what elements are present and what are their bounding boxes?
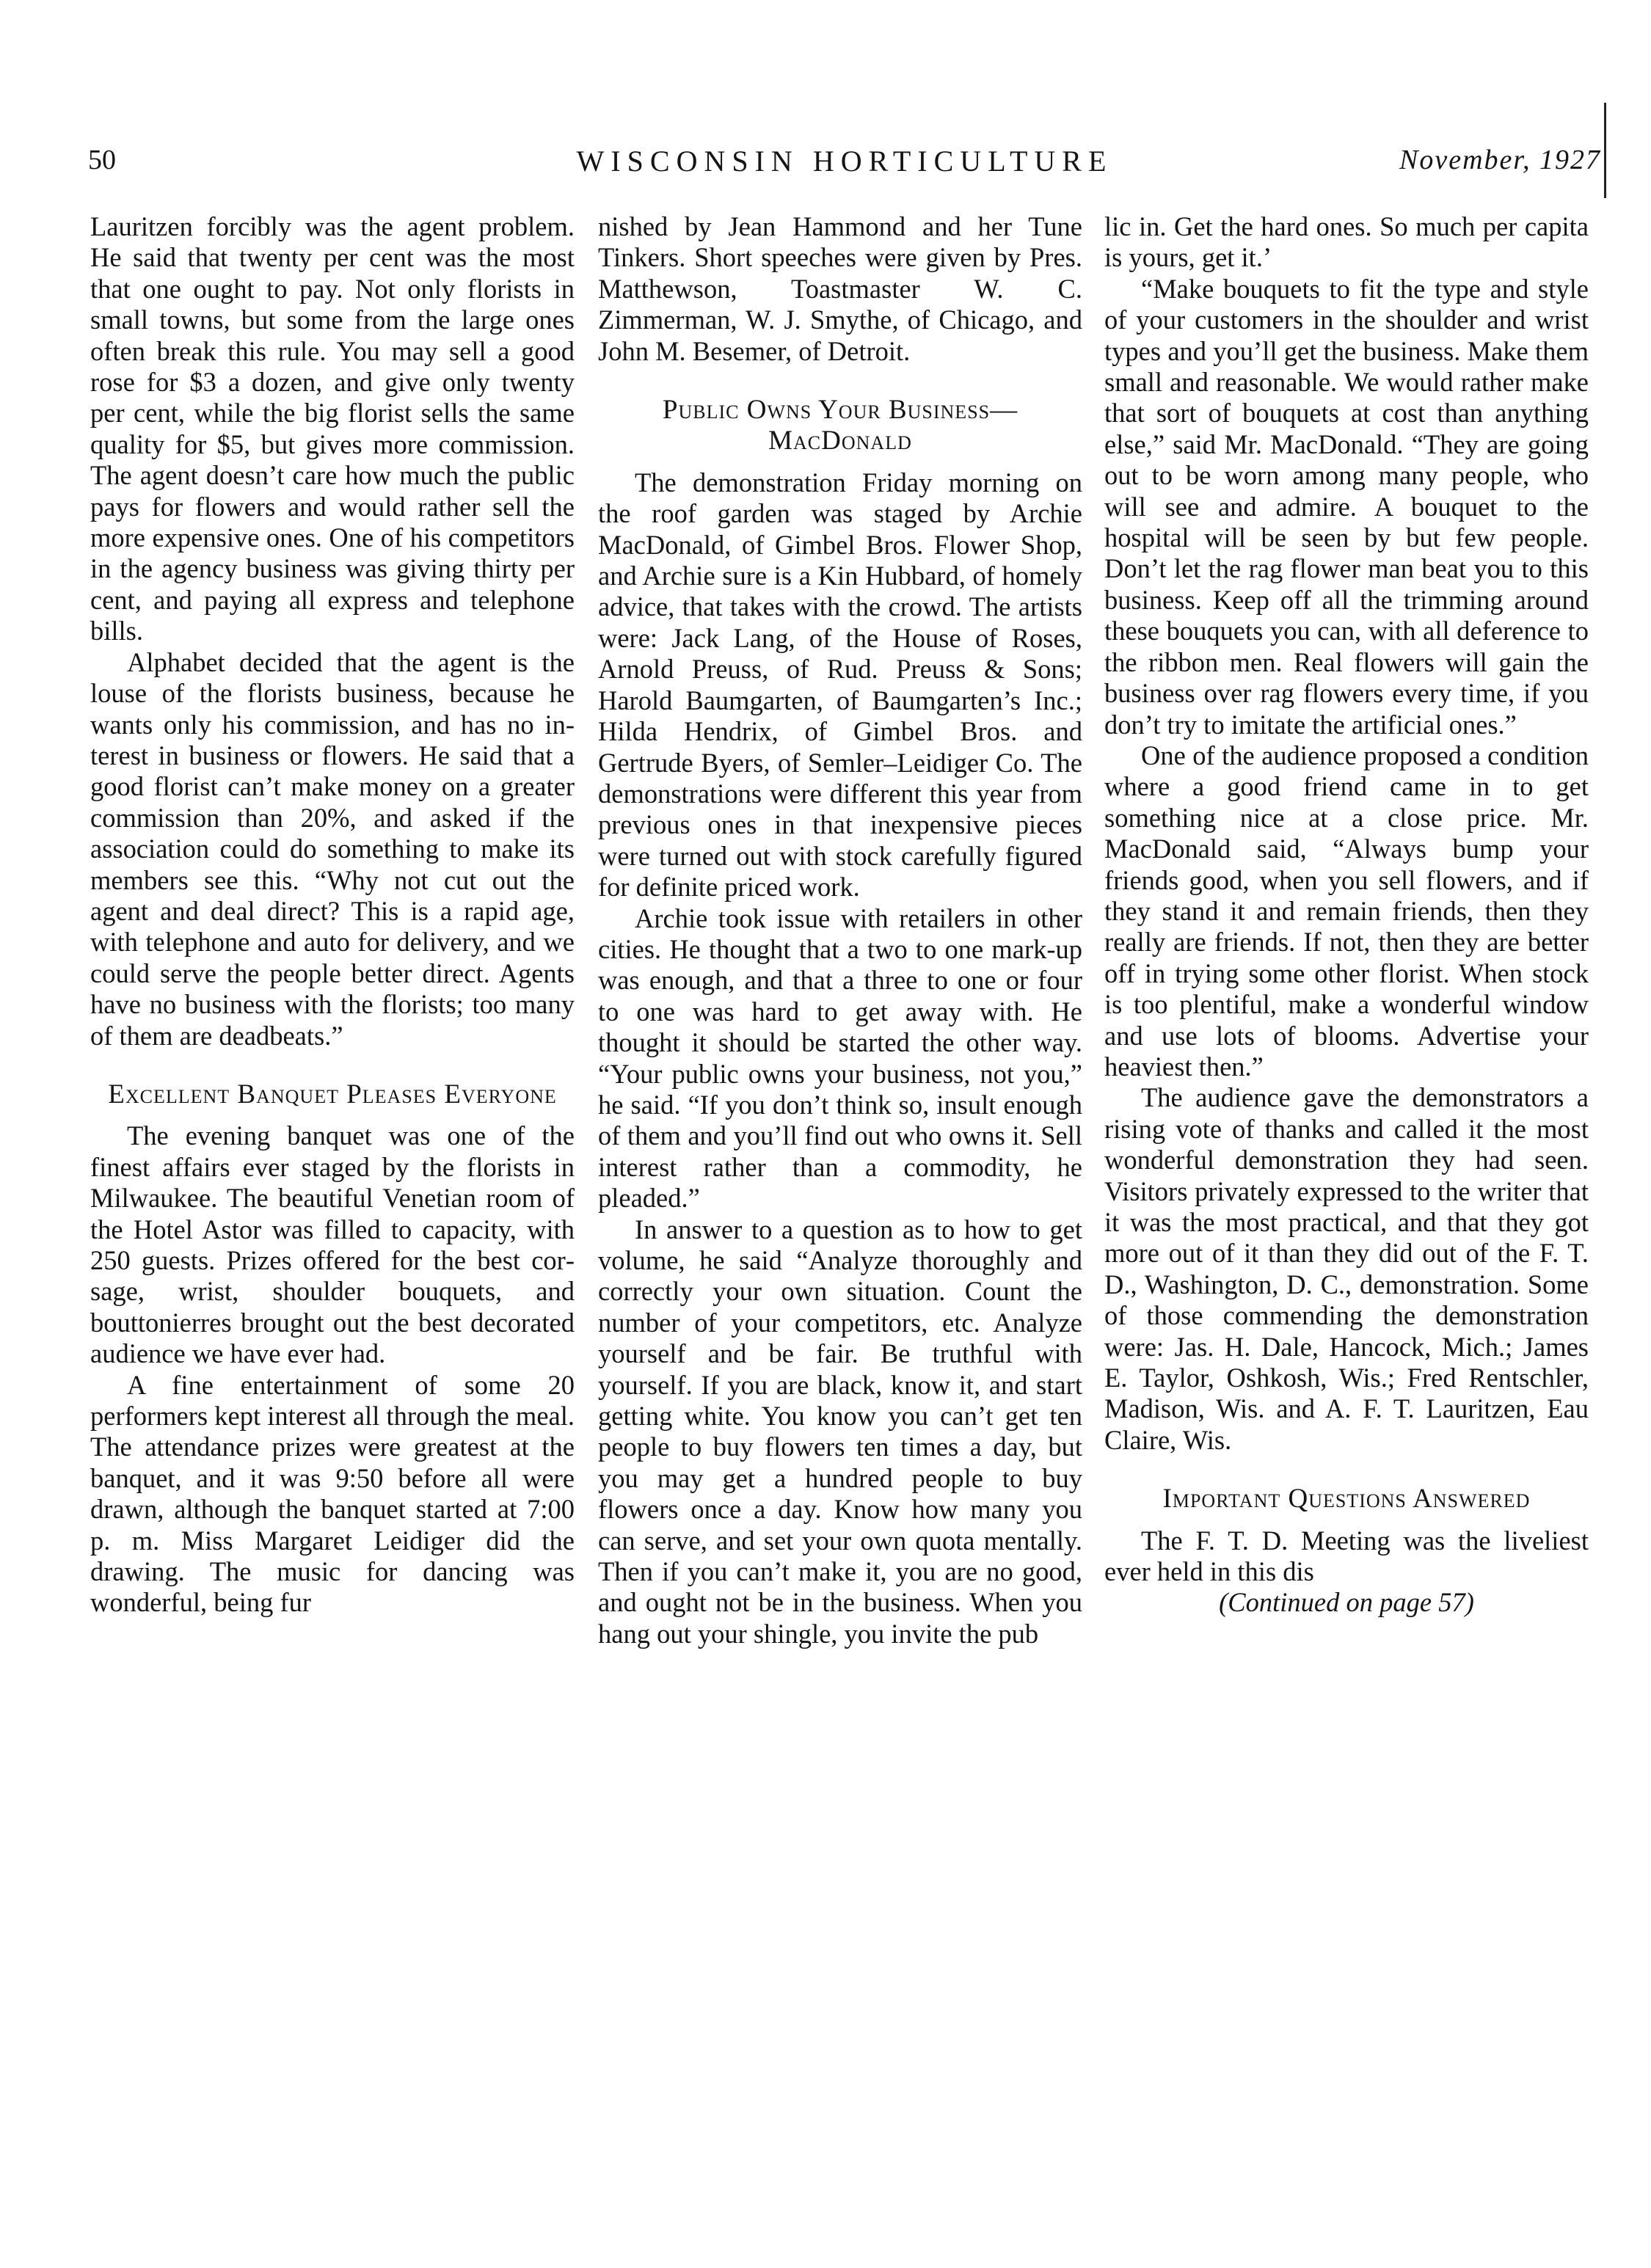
- paragraph: The demonstration Friday morning on the roof garden was staged by Archie MacDonald, of Gimbel Bros. Flower Shop, and Archie sure is a Kin Hubbard, of homely advice, that takes with the crowd. The artists were: Jack Lang, of the House of Roses, Arnold Preuss, of Rud. Preuss & Sons; Harold Baumgarten, of Baumgarten’s Inc.; Hilda Hendrix, of Gimbel Bros. and Gertrude Byers, of Semler–Leidiger Co. The demonstrations were different this year from previous ones in that inexpensive pieces were turned out with stock carefully figured for definite priced work.: [598, 467, 1082, 903]
- paragraph: One of the audience proposed a condition where a good friend came in to get something nice at a close price. Mr. MacDonald said, “Always bump your friends good, when you sell flowers, and if they stand it and remain friends, then they really are friends. If not, then they are better off in trying some other florist. When stock is too plentiful, make a wonderful window and use lots of blooms. Advertise your heaviest then.”: [1104, 740, 1589, 1082]
- column-1: [90, 211, 575, 1619]
- paragraph: The audience gave the demonstrators a rising vote of thanks and called it the most wonderful demonstration they had seen. Visitors privately expressed to the writer that it was the most practical, and that they got more out of it than they did out of the F. T. D., Washington, D. C., demonstration. Some of those commending the demonstration were: Jas. H. Dale, Hancock, Mich.; James E. Taylor, Oshkosh, Wis.; Fred Rentschler, Madison, Wis. and A. F. T. Lauritzen, Eau Claire, Wis.: [1104, 1082, 1589, 1455]
- paragraph: A fine entertainment of some 20 performers kept interest all through the meal. The attendance prizes were greatest at the banquet, and it was 9:50 before all were drawn, although the banquet started at 7:00 p. m. Miss Margaret Leidiger did the drawing. The music for dancing was wonderful, being fur: [90, 1369, 575, 1618]
- continued-note: (Continued on page 57): [1219, 1587, 1474, 1618]
- paragraph: nished by Jean Hammond and her Tune Tinkers. Short speeches were given by Pres. Matthewson, Toastmaster W. C. Zimmerman, W. J. Smythe, of Chicago, and John M. Besemer, of Detroit.: [598, 211, 1082, 366]
- paragraph: Archie took issue with retailers in other cities. He thought that a two to one mark-up was enough, and that a three to one or four to one was hard to get away with. He thought it should be started the other way. “Your public owns your business, not you,” he said. “If you don’t think so, insult enough of them and you’ll find out who owns it. Sell interest rather than a commodity, he pleaded.”: [598, 903, 1082, 1214]
- paragraph: Alphabet decided that the agent is the louse of the florists business, because he wants only his commission, and has no interest in business or flowers. He said that a good florist can’t make money on a greater commission than 20%, and asked if the association could do something to make its members see this. “Why not cut out the agent and deal direct? This is a rapid age, with telephone and auto for delivery, and we could serve the people better direct. Agents have no business with the florists; too many of them are deadbeats.”: [90, 646, 575, 1051]
- paragraph: Lauritzen forcibly was the agent problem. He said that twenty per cent was the most that one ought to pay. Not only florists in small towns, but some from the large ones often break this rule. You may sell a good rose for $3 a dozen, and give only twenty per cent, while the big florist sells the same quality for $5, but gives more commission. The agent doesn’t care how much the public pays for flowers and would rather sell the more expensive ones. One of his competitors in the agency business was giving thirty per cent, and paying all express and telephone bills.: [90, 211, 575, 646]
- running-header: [88, 144, 1601, 188]
- issue-date: November, 1927: [1399, 145, 1601, 175]
- page-edge-rule: [1604, 103, 1606, 198]
- paragraph: lic in. Get the hard ones. So much per capita is yours, get it.’: [1104, 211, 1589, 273]
- column-3: [1104, 211, 1589, 1619]
- section-heading: Public Owns Your Business— MacDonald: [662, 395, 1018, 456]
- paragraph: The F. T. D. Meeting was the liveliest ever held in this dis: [1104, 1525, 1589, 1587]
- paragraph: “Make bouquets to fit the type and style of your customers in the shoulder and wrist types and you’ll get the business. Make them small and reasonable. We would rather make that sort of bouquets at cost than anything else,” said Mr. MacDonald. “They are going out to be worn among many people, who will see and admire. A bouquet to the hospital will be seen by but few people. Don’t let the rag flower man beat you to this business. Keep off all the trimming around these bouquets you can, with all deference to the ribbon men. Real flowers will gain the business over rag flowers every time, if you don’t try to imitate the artificial ones.”: [1104, 273, 1589, 740]
- paragraph: In answer to a question as to how to get volume, he said “Analyze thoroughly and correctly your own situation. Count the number of your competitors, etc. Analyze yourself and be fair. Be truthful with yourself. If you are black, know it, and start getting white. You know you can’t get ten people to buy flowers ten times a day, but you may get a hundred people to buy flowers once a day. Know how many you can serve, and set your own quota mentally. Then if you can’t make it, you are no good, and ought not be in the business. When you hang out your shingle, you invite the pub: [598, 1214, 1082, 1649]
- paragraph: The evening banquet was one of the finest affairs ever staged by the florists in Milwaukee. The beautiful Venetian room of the Hotel Astor was filled to capacity, with 250 guests. Prizes offered for the best corsage, wrist, shoulder bouquets, and bouttonierres brought out the best decorated audience we have ever had.: [90, 1120, 575, 1369]
- section-heading: Important Questions Answered: [1162, 1484, 1531, 1514]
- publication-title: WISCONSIN HORTICULTURE: [576, 145, 1113, 178]
- section-heading: Excellent Banquet Pleases Everyone: [108, 1079, 557, 1109]
- page-number: 50: [88, 145, 116, 175]
- column-2: [598, 211, 1082, 1649]
